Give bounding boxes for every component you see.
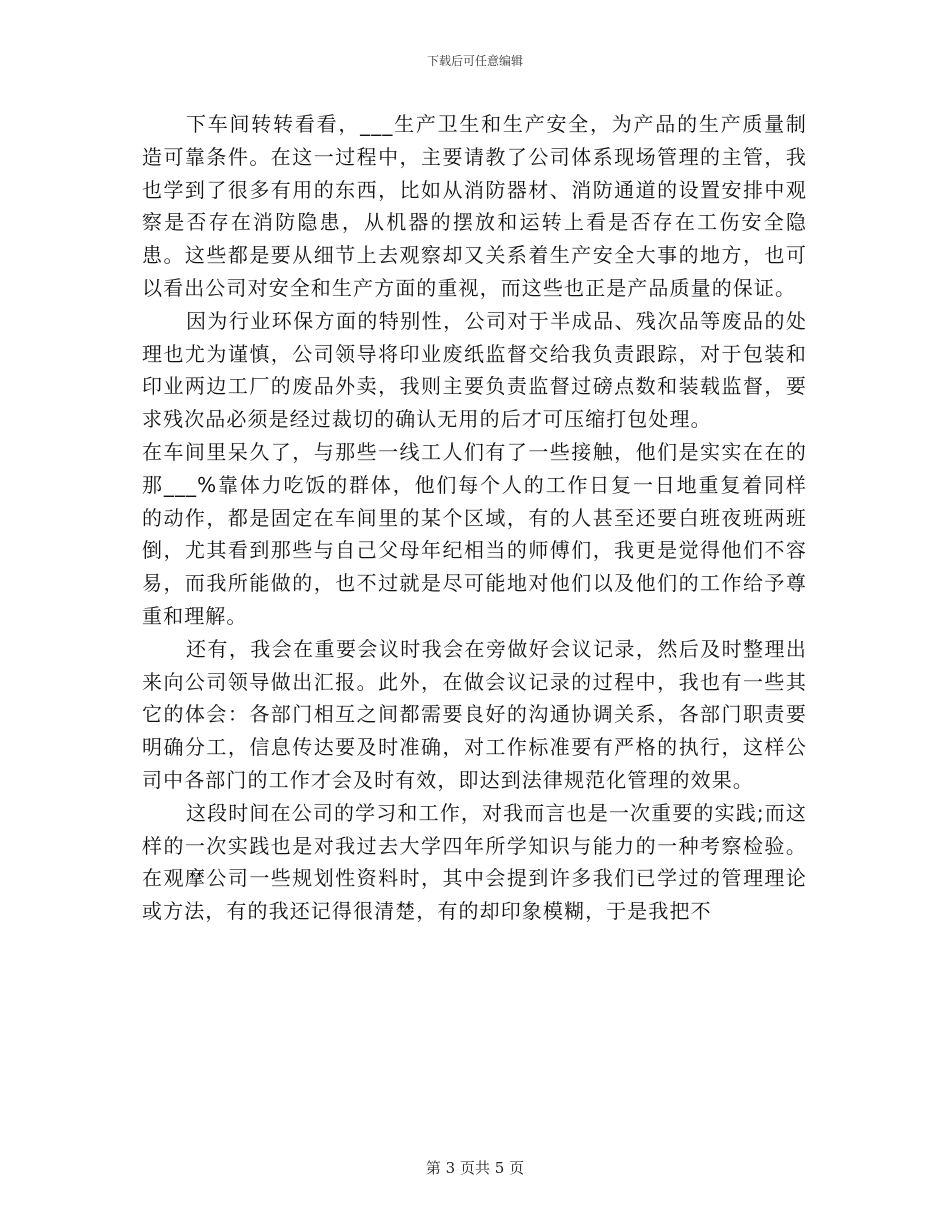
paragraph-2: 因为行业环保方面的特别性，公司对于半成品、残次品等废品的处理也尤为谨慎，公司领导将印业废纸监督交给我负责跟踪，对于包装和印业两边工厂的废品外卖，我则主要负责监督过磅点数和装载监督，要求残次品必须是经过裁切的确认无用的后才可压缩打包处理。 (142, 308, 807, 432)
document-body (142, 108, 807, 928)
paragraph-1: 下车间转转看看，___生产卫生和生产安全，为产品的生产质量制造可靠条件。在这一过程中，主要请教了公司体系现场管理的主管，我也学到了很多有用的东西，比如从消防器材、消防通道的设置安排中观察是否存在消防隐患，从机器的摆放和运转上看是否存在工伤安全隐患。这些都是要从细节上去观察却又关系着生产安全大事的地方，也可以看出公司对安全和生产方面的重视，而这些也正是产品质量的保证。 (142, 112, 807, 300)
paragraph-4: 还有，我会在重要会议时我会在旁做好会议记录，然后及时整理出来向公司领导做出汇报。此外，在做会议记录的过程中，我也有一些其它的体会：各部门相互之间都需要良好的沟通协调关系，各部门职责要明确分工，信息传达要及时准确，对工作标准要有严格的执行，这样公司中各部门的工作才会及时有效，即达到法律规范化管理的效果。 (142, 636, 807, 792)
page-number-footer: 第 3 页共 5 页 (425, 1159, 525, 1177)
page-header: 下载后可任意编辑 (426, 54, 523, 68)
paragraph-3: 在车间里呆久了，与那些一线工人们有了一些接触，他们是实实在在的那___%靠体力吃饭的群体，他们每个人的工作日复一日地重复着同样的动作，都是固定在车间里的某个区域，有的人甚至还要白班夜班两班倒，尤其看到那些与自己父母年纪相当的师傅们，我更是觉得他们不容易，而我所能做的，也不过就是尽可能地对他们以及他们的工作给予尊重和理解。 (142, 439, 807, 628)
paragraph-5: 这段时间在公司的学习和工作，对我而言也是一次重要的实践;而这样的一次实践也是对我过去大学四年所学知识与能力的一种考察检验。在观摩公司一些规划性资料时，其中会提到许多我们已学过的管理理论或方法，有的我还记得很清楚，有的却印象模糊，于是我把不 (142, 800, 807, 924)
